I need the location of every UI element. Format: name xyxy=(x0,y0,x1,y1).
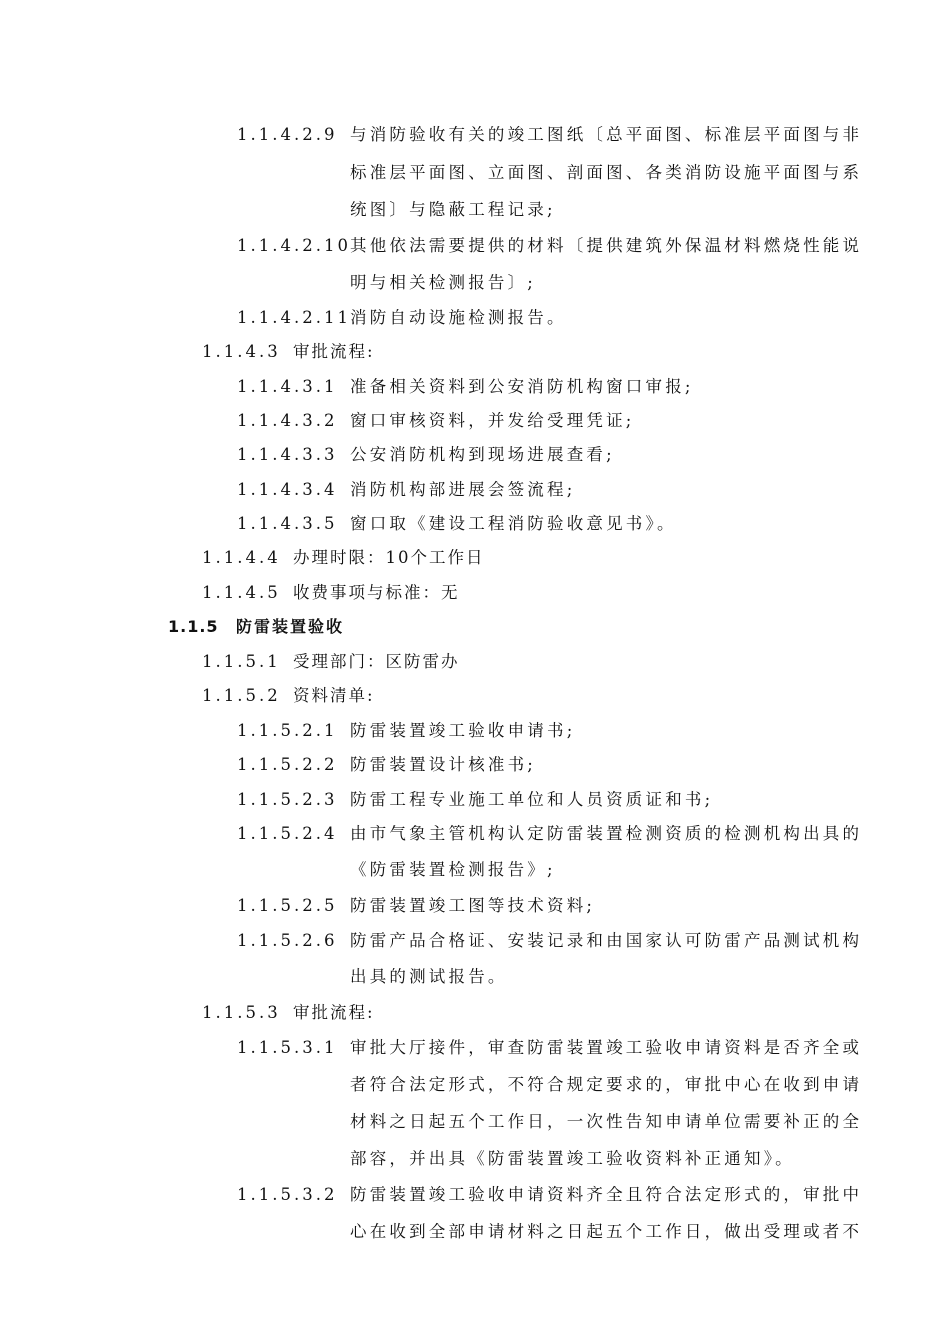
item-number: 1.1.4.2.11 xyxy=(237,308,351,327)
item-text: 办理时限：10个工作日 xyxy=(293,548,485,567)
section-heading xyxy=(0,576,950,610)
item-text: 防雷工程专业施工单位和人员资质证和书; xyxy=(350,790,714,809)
item-text: 收费事项与标准：无 xyxy=(293,583,460,602)
item-text: 心在收到全部申请材料之日起五个工作日，做出受理或者不 xyxy=(350,1222,863,1241)
list-item-continuation xyxy=(0,853,950,887)
item-text: 窗口取《建设工程消防验收意见书》。 xyxy=(350,514,677,533)
item-number: 1.1.5.3 xyxy=(202,1003,281,1022)
item-text: 标准层平面图、立面图、剖面图、各类消防设施平面图与系 xyxy=(350,163,863,182)
list-item xyxy=(0,714,950,748)
section-heading xyxy=(0,996,950,1030)
list-item xyxy=(0,301,950,335)
item-text: 防雷产品合格证、安装记录和由国家认可防雷产品测试机构 xyxy=(350,931,863,950)
item-number: 1.1.4.5 xyxy=(202,583,281,602)
item-text: 防雷装置设计核准书; xyxy=(350,755,537,774)
item-text: 消防自动设施检测报告。 xyxy=(350,308,567,327)
item-text: 受理部门：区防雷办 xyxy=(293,652,460,671)
item-number: 1.1.5.2.5 xyxy=(237,896,338,915)
list-item xyxy=(0,438,950,472)
item-number: 1.1.5.2.2 xyxy=(237,755,338,774)
list-item xyxy=(0,1031,950,1065)
item-text: 防雷装置竣工验收申请资料齐全且符合法定形式的，审批中 xyxy=(350,1185,863,1204)
section-heading xyxy=(0,679,950,713)
item-text: 《防雷装置检测报告》; xyxy=(350,860,556,879)
item-number: 1.1.5.3.1 xyxy=(237,1038,338,1057)
section-heading xyxy=(0,645,950,679)
item-text: 明与相关检测报告〕; xyxy=(350,273,537,292)
item-text: 材料之日起五个工作日，一次性告知申请单位需要补正的全 xyxy=(350,1112,863,1131)
item-number: 1.1.5.2 xyxy=(202,686,281,705)
item-number: 1.1.5.1 xyxy=(202,652,281,671)
list-item xyxy=(0,507,950,541)
list-item-continuation xyxy=(0,193,950,227)
list-item xyxy=(0,748,950,782)
item-number: 1.1.4.2.9 xyxy=(237,125,338,144)
item-text: 审批流程: xyxy=(293,342,375,361)
list-item-continuation xyxy=(0,1215,950,1249)
list-item xyxy=(0,889,950,923)
item-text: 消防机构部进展会签流程; xyxy=(350,480,576,499)
item-text: 公安消防机构到现场进展查看; xyxy=(350,445,615,464)
item-number: 1.1.4.3 xyxy=(202,342,281,361)
list-item xyxy=(0,783,950,817)
item-number: 1.1.4.3.5 xyxy=(237,514,338,533)
heading-title: 防雷装置验收 xyxy=(236,617,345,636)
list-item xyxy=(0,473,950,507)
list-item-continuation xyxy=(0,266,950,300)
item-text: 与消防验收有关的竣工图纸〔总平面图、标准层平面图与非 xyxy=(350,125,863,144)
item-number: 1.1.5.2.1 xyxy=(237,721,338,740)
list-item-continuation xyxy=(0,1142,950,1176)
item-number: 1.1.4.3.2 xyxy=(237,411,338,430)
heading-number: 1.1.5 xyxy=(168,617,219,636)
item-number: 1.1.4.2.10 xyxy=(237,236,351,255)
list-item-continuation xyxy=(0,960,950,994)
item-number: 1.1.5.2.6 xyxy=(237,931,338,950)
item-number: 1.1.4.3.3 xyxy=(237,445,338,464)
item-text: 由市气象主管机构认定防雷装置检测资质的检测机构出具的 xyxy=(350,824,863,843)
item-number: 1.1.4.3.1 xyxy=(237,377,338,396)
item-text: 防雷装置竣工图等技术资料; xyxy=(350,896,596,915)
list-item xyxy=(0,118,950,152)
item-number: 1.1.5.3.2 xyxy=(237,1185,338,1204)
list-item xyxy=(0,924,950,958)
item-text: 资料清单: xyxy=(293,686,375,705)
item-text: 统图〕与隐蔽工程记录; xyxy=(350,200,556,219)
item-text: 部容，并出具《防雷装置竣工验收资料补正通知》。 xyxy=(350,1149,795,1168)
item-text: 审批大厅接件，审查防雷装置竣工验收申请资料是否齐全或 xyxy=(350,1038,863,1057)
list-item-continuation xyxy=(0,156,950,190)
item-text: 窗口审核资料，并发给受理凭证; xyxy=(350,411,635,430)
item-number: 1.1.5.2.4 xyxy=(237,824,338,843)
item-text: 防雷装置竣工验收申请书; xyxy=(350,721,576,740)
list-item-continuation xyxy=(0,1105,950,1139)
section-heading xyxy=(0,335,950,369)
item-number: 1.1.4.3.4 xyxy=(237,480,338,499)
item-text: 其他依法需要提供的材料〔提供建筑外保温材料燃烧性能说 xyxy=(350,236,863,255)
item-text: 审批流程: xyxy=(293,1003,375,1022)
item-number: 1.1.4.4 xyxy=(202,548,281,567)
item-number: 1.1.5.2.3 xyxy=(237,790,338,809)
section-heading xyxy=(0,541,950,575)
list-item xyxy=(0,404,950,438)
item-text: 准备相关资料到公安消防机构窗口审报; xyxy=(350,377,694,396)
list-item xyxy=(0,370,950,404)
item-text: 出具的测试报告。 xyxy=(350,967,508,986)
list-item xyxy=(0,817,950,851)
chapter-heading xyxy=(0,610,950,644)
list-item xyxy=(0,1178,950,1212)
list-item-continuation xyxy=(0,1068,950,1102)
list-item xyxy=(0,229,950,263)
item-text: 者符合法定形式，不符合规定要求的，审批中心在收到申请 xyxy=(350,1075,863,1094)
